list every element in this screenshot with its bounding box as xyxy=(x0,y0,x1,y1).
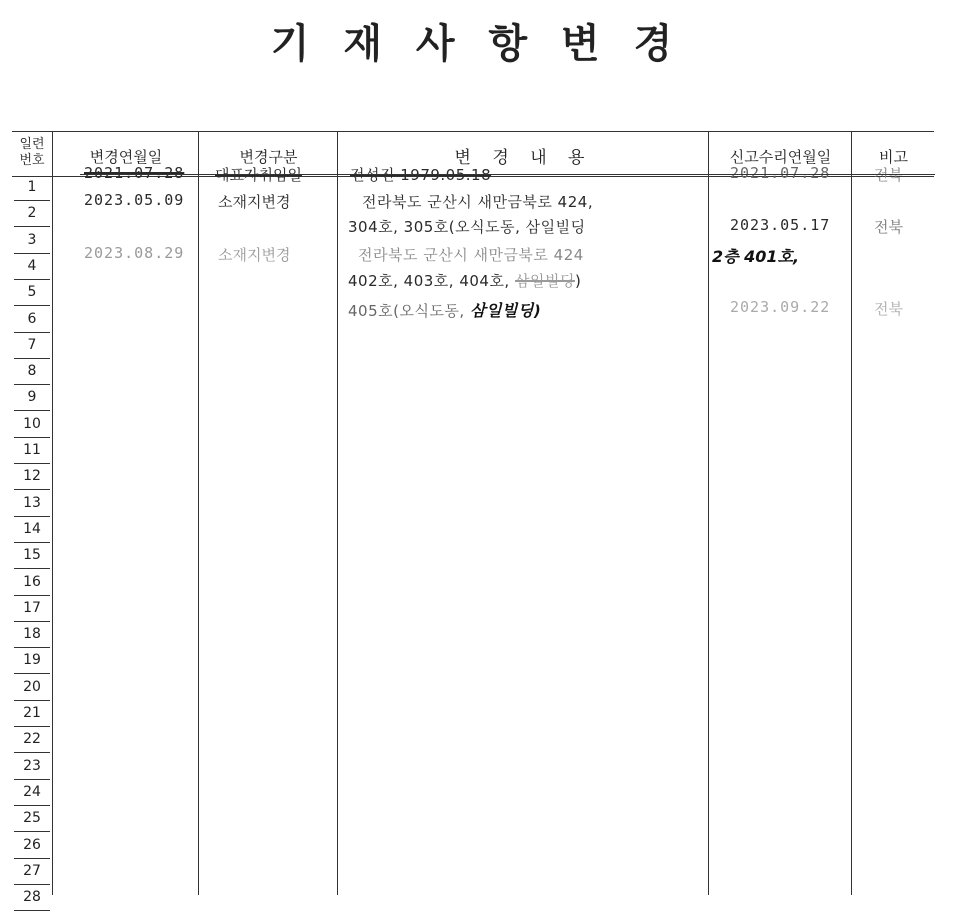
entry2-remarks: 전북 xyxy=(874,300,903,318)
row-rule xyxy=(14,542,50,543)
entry2-content-line3-close: ) xyxy=(533,302,542,320)
row-number: 6 xyxy=(27,310,37,327)
entry2-content-line2-struck: 삼일빌딩 xyxy=(514,272,575,290)
row-number: 15 xyxy=(23,547,41,564)
row-number: 4 xyxy=(27,257,37,274)
entry0-strike-line xyxy=(80,174,935,175)
row-rule xyxy=(14,779,50,780)
column-divider xyxy=(337,131,338,895)
entry1-change-type: 소재지변경 xyxy=(218,193,291,211)
entry2-handwritten-insert: 2층 401호, xyxy=(712,247,800,266)
entry0-report-date: 2021.07.28 xyxy=(730,164,831,182)
header-serial-line2: 번호 xyxy=(19,153,45,168)
row-number: 19 xyxy=(23,652,41,669)
row-number: 3 xyxy=(27,231,37,248)
entry1-report-date: 2023.05.17 xyxy=(730,216,831,234)
row-number: 10 xyxy=(23,415,41,432)
entry2-change-date: 2023.08.29 xyxy=(84,244,185,262)
row-number: 8 xyxy=(27,363,37,380)
entry2-change-type: 소재지변경 xyxy=(218,246,291,264)
entry1-content-line2: 304호, 305호(오식도동, 삼일빌딩 xyxy=(348,218,586,236)
row-rule xyxy=(14,358,50,359)
row-number: 22 xyxy=(23,731,41,748)
header-serial-line1: 일련 xyxy=(19,137,45,152)
row-rule xyxy=(14,332,50,333)
row-rule xyxy=(14,253,50,254)
row-rule xyxy=(14,516,50,517)
row-rule xyxy=(14,726,50,727)
row-rule xyxy=(14,384,50,385)
row-rule xyxy=(14,831,50,832)
row-number: 14 xyxy=(23,520,41,537)
entry2-report-date: 2023.09.22 xyxy=(730,298,831,316)
entry0-remarks: 전북 xyxy=(874,166,903,184)
row-rule xyxy=(14,752,50,753)
entry2-content-line3-hand: 삼일빌딩 xyxy=(469,301,534,320)
row-rule xyxy=(14,858,50,859)
row-number: 27 xyxy=(23,862,41,879)
row-number: 20 xyxy=(23,678,41,695)
row-rule xyxy=(14,568,50,569)
row-rule xyxy=(14,673,50,674)
entry0-content: 전성진 1979.05.18 xyxy=(350,166,492,184)
row-number: 2 xyxy=(27,205,37,222)
table-top-border xyxy=(12,131,934,132)
row-rule xyxy=(14,437,50,438)
row-number: 12 xyxy=(23,468,41,485)
row-number: 26 xyxy=(23,836,41,853)
entry2-content-line3-text: 405호(오식도동, xyxy=(348,302,470,320)
entry0-change-date: 2021.07.28 xyxy=(84,164,185,182)
entry2-content-line2 xyxy=(348,270,581,291)
column-divider xyxy=(52,131,53,895)
header-change-content: 변 경 내 용 xyxy=(454,148,593,168)
row-number: 21 xyxy=(23,705,41,721)
column-divider xyxy=(198,131,199,895)
row-number: 13 xyxy=(23,494,41,511)
row-rule xyxy=(14,621,50,622)
entry2-content-line3 xyxy=(348,298,541,321)
row-number: 18 xyxy=(23,626,41,643)
row-rule xyxy=(14,805,50,806)
row-rule xyxy=(14,305,50,306)
row-number: 1 xyxy=(27,179,37,195)
row-rule xyxy=(14,700,50,701)
entry1-remarks: 전북 xyxy=(874,218,903,236)
row-number: 24 xyxy=(23,783,41,800)
row-number: 28 xyxy=(23,889,41,906)
page-title: 기 재 사 항 변 경 xyxy=(270,21,683,67)
row-number: 16 xyxy=(23,573,41,590)
header-remarks: 비고 xyxy=(879,148,908,166)
row-rule xyxy=(14,489,50,490)
row-number: 23 xyxy=(23,757,41,774)
row-number: 17 xyxy=(23,599,41,616)
header-serial xyxy=(12,137,52,169)
entry1-content-line1: 전라북도 군산시 새만금북로 424, xyxy=(362,193,594,211)
header-report-date: 신고수리연월일 xyxy=(729,148,832,166)
row-number: 5 xyxy=(27,284,37,301)
entry2-content-line2-close: ) xyxy=(574,272,582,290)
column-divider xyxy=(708,131,709,895)
entry1-change-date: 2023.05.09 xyxy=(84,191,185,209)
header-change-date: 변경연월일 xyxy=(89,148,163,166)
row-rule xyxy=(14,647,50,648)
entry2-content-line1: 전라북도 군산시 새만금북로 424 xyxy=(358,246,584,264)
row-rule xyxy=(14,463,50,464)
row-rule xyxy=(14,279,50,280)
header-change-type: 변경구분 xyxy=(239,148,298,166)
row-number: 25 xyxy=(23,810,41,827)
row-rule xyxy=(14,595,50,596)
entry0-change-type: 대표자취임일 xyxy=(215,166,302,184)
column-divider xyxy=(851,131,852,895)
entry2-content-line2-text: 402호, 403호, 404호, xyxy=(348,272,515,290)
row-rule xyxy=(14,200,50,201)
row-rule xyxy=(14,884,50,885)
row-number: 7 xyxy=(27,336,37,353)
row-rule xyxy=(14,226,50,227)
row-rule xyxy=(14,410,50,411)
row-number: 11 xyxy=(23,442,41,458)
row-number: 9 xyxy=(27,389,37,406)
